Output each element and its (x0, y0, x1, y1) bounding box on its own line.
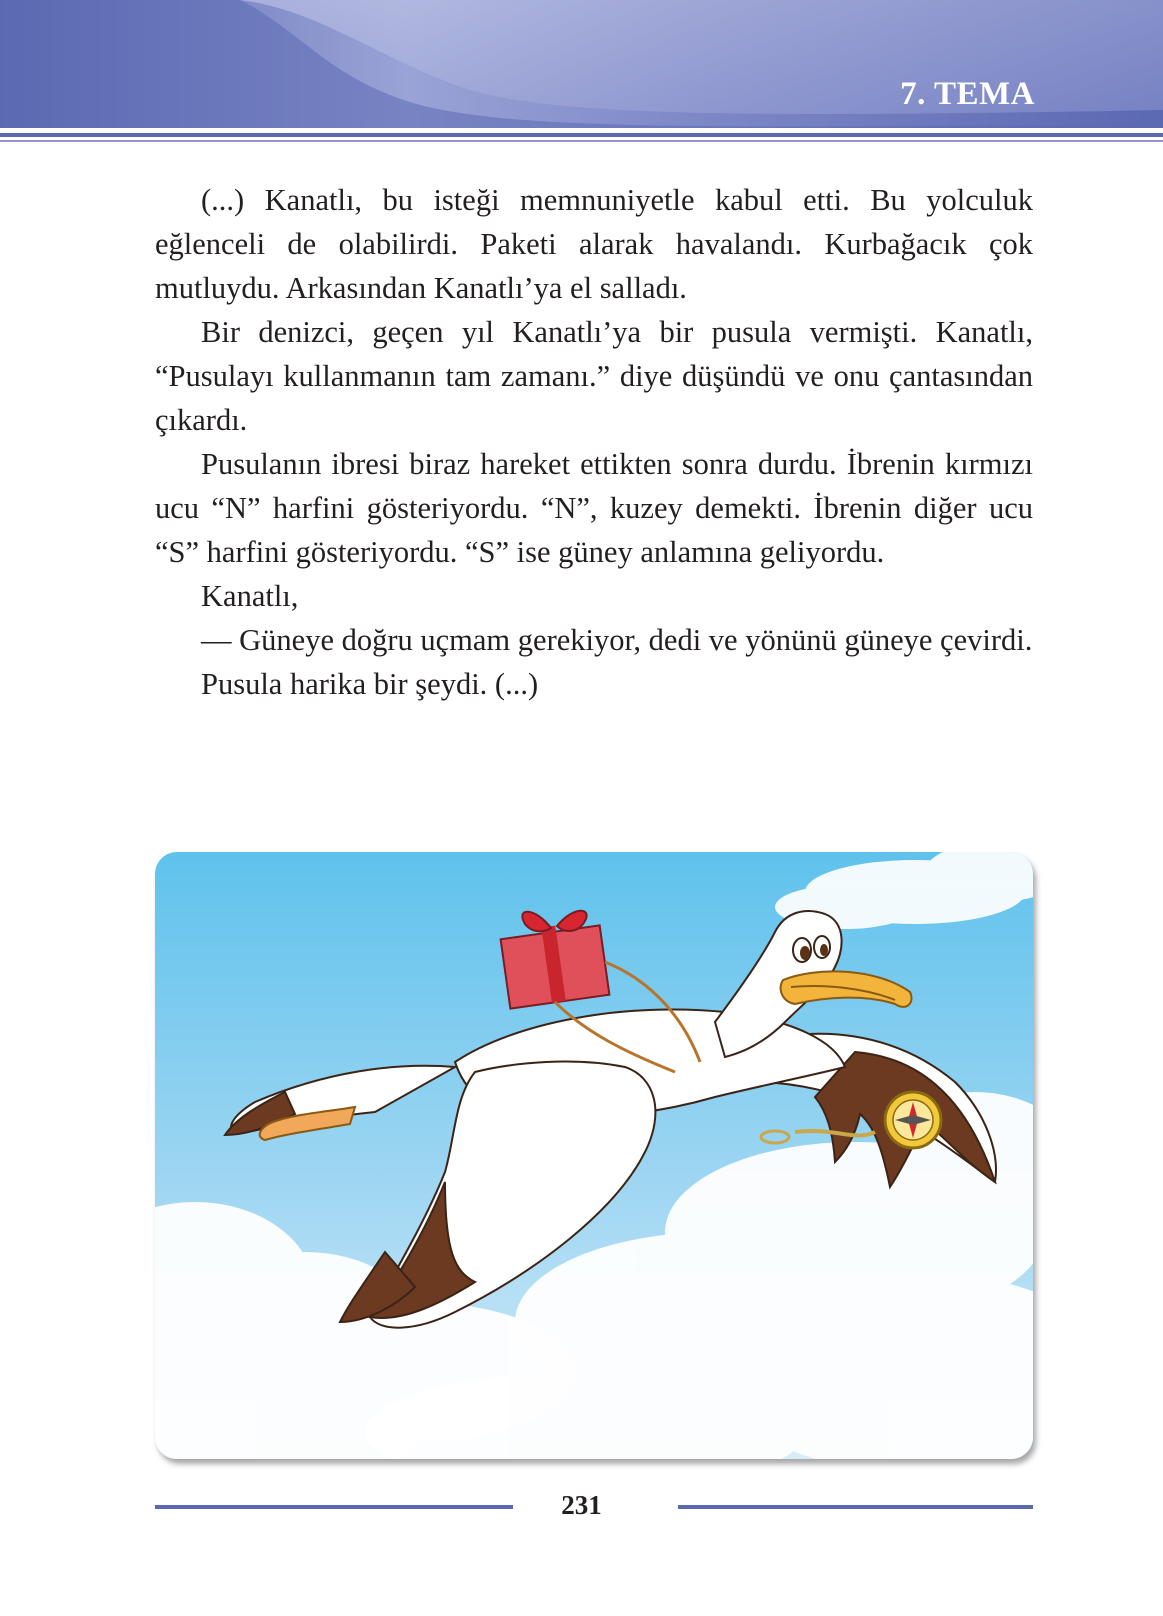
paragraph: Pusula harika bir şeydi. (...) (201, 667, 539, 701)
page-number: 231 (561, 1490, 602, 1520)
header-band (0, 0, 1163, 150)
paragraph: Kanatlı, (201, 579, 299, 613)
header-wave-graphic (0, 0, 1163, 150)
stork-illustration-graphic (155, 852, 1033, 1459)
paragraph: Bir denizci, geçen yıl Kanatlı’ya bir pusula vermişti. Kanatlı, “Pusulayı kullanmanın tam zamanı.” diye düşündü ve onu çantasından çıkardı. (155, 315, 1033, 437)
paragraph: — Güneye doğru uçmam gerekiyor, dedi ve yönünü güneye çevirdi. (201, 623, 1033, 657)
paragraph: Pusulanın ibresi biraz hareket ettikten sonra durdu. İbrenin kırmızı ucu “N” harfini gösteriyordu. “N”, kuzey demekti. İbrenin diğer ucu “S” harfini gösteriyordu. “S” ise güney anlamına geliyordu. (155, 447, 1033, 569)
paragraph: (...) Kanatlı, bu isteği memnuniyetle kabul etti. Bu yolculuk eğlenceli de olabilirdi. Paketi alarak havalandı. Kurbağacık çok mutluydu. Arkasından Kanatlı’ya el salladı. (155, 183, 1033, 305)
stork-illustration (155, 852, 1033, 1459)
theme-label: 7. TEMA (900, 76, 1035, 112)
story-text (155, 178, 1033, 706)
